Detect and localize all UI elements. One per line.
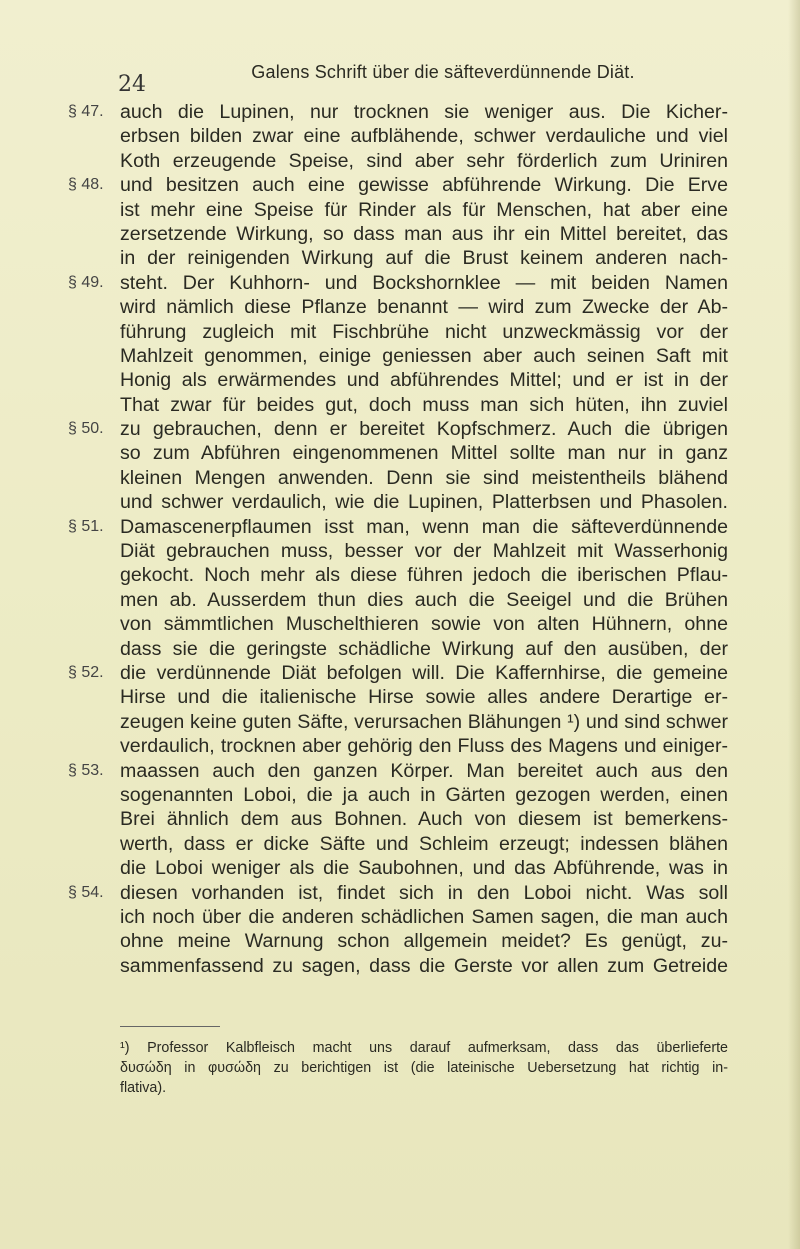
paragraph-marker: § 51. [68,517,104,535]
text-line [68,198,728,222]
text-line [68,783,728,807]
text-line [68,588,728,612]
line-text: die verdünnende Diät befolgen will. Die Kaffernhirse, die gemeine [120,661,728,684]
paragraph-marker: § 52. [68,663,104,681]
line-text: Diät gebrauchen muss, besser vor der Mahlzeit mit Wasserhonig [120,540,728,563]
line-text: wird nämlich diese Pflanze benannt — wird zum Zwecke der Ab- [120,296,728,319]
line-text: ich noch über die anderen schädlichen Samen sagen, die man auch [120,905,728,928]
line-text: ist mehr eine Speise für Rinder als für Menschen, hat aber eine [120,198,728,221]
paragraph-marker: § 53. [68,761,104,779]
text-line [68,320,728,344]
paragraph-marker: § 54. [68,883,104,901]
line-text: That zwar für beides gut, doch muss man sich hüten, ihn zuviel [120,393,728,416]
text-line [68,905,728,929]
text-line [68,173,728,197]
text-line [68,515,728,539]
line-text: diesen vorhanden ist, findet sich in den Loboi nicht. Was soll [120,881,728,904]
line-text: Koth erzeugende Speise, sind aber sehr förderlich zum Uriniren [120,149,728,172]
text-line [68,954,728,978]
line-text: und schwer verdaulich, wie die Lupinen, Platterbsen und Phasolen. [120,491,728,514]
line-text: verdaulich, trocknen aber gehörig den Fluss des Magens und einiger- [120,735,728,758]
text-line [68,441,728,465]
line-text: sogenannten Loboi, die ja auch in Gärten gezogen werden, einen [120,783,728,806]
footnote-line: flativa). [120,1080,167,1096]
text-line [68,149,728,173]
line-text: und besitzen auch eine gewisse abführende Wirkung. Die Erve [120,174,728,197]
line-text: sammenfassend zu sagen, dass die Gerste vor allen zum Getreide [120,954,728,977]
line-text: führung zugleich mit Fischbrühe nicht unzweckmässig vor der [120,320,728,343]
footnote-line: ¹) Professor Kalbfleisch macht uns darauf aufmerksam, dass das überlieferte [120,1040,728,1056]
text-line [68,539,728,563]
line-text: Brei ähnlich dem aus Bohnen. Auch von diesem ist bemerkens- [120,808,728,831]
line-text: zersetzende Wirkung, so dass man aus ihr ein Mittel bereitet, das [120,222,728,245]
text-line [68,417,728,441]
footnote-line: δυσώδη in φυσώδη zu berichtigen ist (die lateinische Uebersetzung hat richtig in- [120,1060,728,1076]
text-line [68,563,728,587]
text-line [68,612,728,636]
line-text: werth, dass er dicke Säfte und Schleim erzeugt; indessen blähen [120,832,728,855]
paragraph-marker: § 49. [68,273,104,291]
paragraph-marker: § 48. [68,176,104,194]
line-text: Honig als erwärmendes und abführendes Mittel; und er ist in der [120,369,728,392]
text-line [68,246,728,270]
line-text: Mahlzeit genommen, einige geniessen aber auch seinen Saft mit [120,344,728,367]
line-text: dass sie die geringste schädliche Wirkung auf den ausüben, der [120,637,728,660]
text-line [68,368,728,392]
line-text: Damascenerpflaumen isst man, wenn man die säfteverdünnende [120,515,728,538]
text-line [68,490,728,514]
line-text: die Loboi weniger als die Saubohnen, und das Abführende, was in [120,857,728,880]
line-text: zu gebrauchen, denn er bereitet Kopfschmerz. Auch die übrigen [120,418,728,441]
page-number: 24 [118,72,146,97]
footnote [120,1038,728,1098]
text-line [68,710,728,734]
line-text: ohne meine Warnung schon allgemein meidet? Es genügt, zu- [120,930,728,953]
page-edge-shadow [788,0,800,1249]
text-line [68,856,728,880]
page-header [118,62,768,97]
line-text: so zum Abführen eingenommenen Mittel sollte man nur in ganz [120,442,728,465]
line-text: gekocht. Noch mehr als diese führen jedoch die iberischen Pflau- [120,564,728,587]
footnote-rule [120,1026,220,1027]
text-line [68,222,728,246]
paragraph-marker: § 47. [68,103,104,120]
body-text [68,100,728,978]
running-title: Galens Schrift über die säfteverdünnende Diät. [251,62,635,82]
line-text: auch die Lupinen, nur trocknen sie weniger aus. Die Kicher- [120,101,728,123]
text-line [68,832,728,856]
line-text: erbsen bilden zwar eine aufblähende, schwer verdauliche und viel [120,125,728,148]
text-line [68,685,728,709]
text-line [68,100,728,124]
text-line [68,344,728,368]
line-text: Hirse und die italienische Hirse sowie alles andere Derartige er- [120,686,728,709]
line-text: in der reinigenden Wirkung auf die Brust keinem anderen nach- [120,247,728,270]
text-line [68,661,728,685]
line-text: zeugen keine guten Säfte, verursachen Blähungen ¹) und sind schwer [120,710,728,733]
text-line [68,466,728,490]
line-text: steht. Der Kuhhorn- und Bockshornklee — mit beiden Namen [120,271,728,294]
text-line [68,881,728,905]
text-line [68,393,728,417]
text-line [68,734,728,758]
paragraph-marker: § 50. [68,420,104,438]
line-text: maassen auch den ganzen Körper. Man bereitet auch aus den [120,759,728,782]
line-text: kleinen Mengen anwenden. Denn sie sind meistentheils blähend [120,466,728,489]
text-line [68,929,728,953]
text-line [68,637,728,661]
text-line [68,271,728,295]
line-text: men ab. Ausserdem thun dies auch die Seeigel und die Brühen [120,588,728,611]
text-line [68,124,728,148]
text-line [68,295,728,319]
text-line [68,807,728,831]
line-text: von sämmtlichen Muschelthieren sowie von alten Hühnern, ohne [120,613,728,636]
text-line [68,759,728,783]
